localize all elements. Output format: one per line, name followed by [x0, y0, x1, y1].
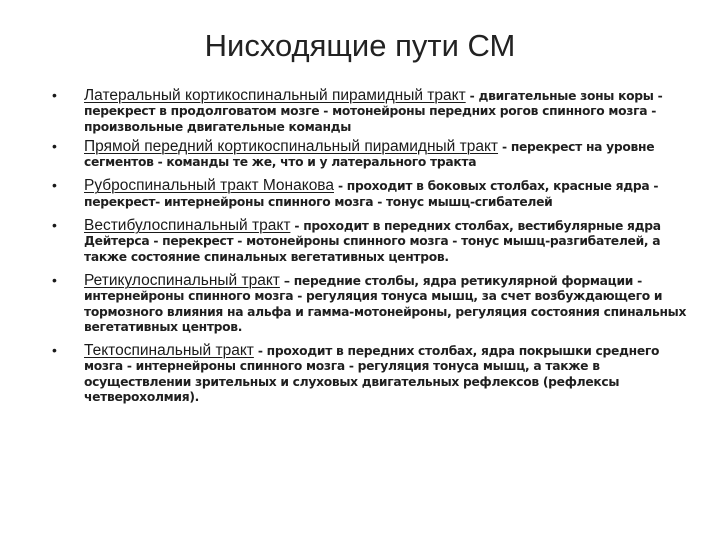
tract-separator: – — [279, 273, 294, 288]
list-item-tectospinal — [52, 343, 692, 405]
tract-separator: - — [498, 139, 511, 154]
tract-list — [52, 88, 692, 413]
tract-description: двигательные зоны коры - перекрест в продолговатом мозге - мотонейроны передних рогов спинного мозга - произвольные двигательные команды — [84, 89, 663, 134]
tract-description: проходит в боковых столбах, красные ядра - перекрест- интернейроны спинного мозга - тонус мышц-сгибателей — [84, 179, 659, 209]
tract-name: Латеральный кортикоспинальный пирамидный тракт — [84, 87, 466, 104]
tract-name: Руброспинальный тракт Монакова — [84, 177, 334, 195]
tract-description: перекрест на уровне сегментов - команды те же, что и у латерального тракта — [84, 139, 655, 170]
bullet-icon: • — [52, 137, 57, 154]
list-item-anterior-corticospinal — [52, 139, 692, 171]
tract-name: Ретикулоспинальный тракт — [84, 271, 280, 289]
tract-description: передние столбы, ядра ретикулярной формации - интернейроны спинного мозга - регуляция тонуса мышц, за счет возбуждающего и тормозного влияния на альфа и гамма-мотонейроны, регуляция состояния спинальных вегетативных центров. — [84, 273, 687, 334]
tract-separator: - — [253, 344, 267, 359]
tract-description: проходит в передних столбах, вестибулярные ядра Дейтерса - перекрест - мотонейроны спинного мозга - тонус мышц-разгибателей, а также состояние спинальных вегетативных центров. — [84, 219, 661, 264]
bullet-icon: • — [52, 271, 57, 288]
tract-name: Прямой передний кортикоспинальный пирамидный тракт — [84, 137, 499, 155]
tract-name: Тектоспинальный тракт — [84, 342, 254, 360]
bullet-icon: • — [52, 87, 57, 103]
list-item-rubrospinal — [52, 178, 692, 210]
bullet-icon: • — [52, 342, 57, 359]
list-item-reticulospinal — [52, 273, 692, 335]
slide-title: Нисходящие пути СМ — [204, 28, 516, 63]
tract-separator: - — [290, 219, 304, 234]
list-item-lateral-corticospinal — [52, 88, 692, 135]
list-item-vestibulospinal — [52, 218, 692, 265]
bullet-icon: • — [52, 177, 57, 194]
bullet-icon: • — [52, 217, 57, 234]
tract-separator: - — [334, 179, 347, 194]
tract-separator: - — [465, 89, 479, 103]
tract-description: проходит в передних столбах, ядра покрышки среднего мозга - интернейроны спинного мозга - регуляция тонуса мышц, а также в осуществлении зрительных и слуховых двигательных рефлексов (рефлексы четверохолмия). — [84, 344, 660, 405]
tract-name: Вестибулоспинальный тракт — [84, 217, 291, 235]
